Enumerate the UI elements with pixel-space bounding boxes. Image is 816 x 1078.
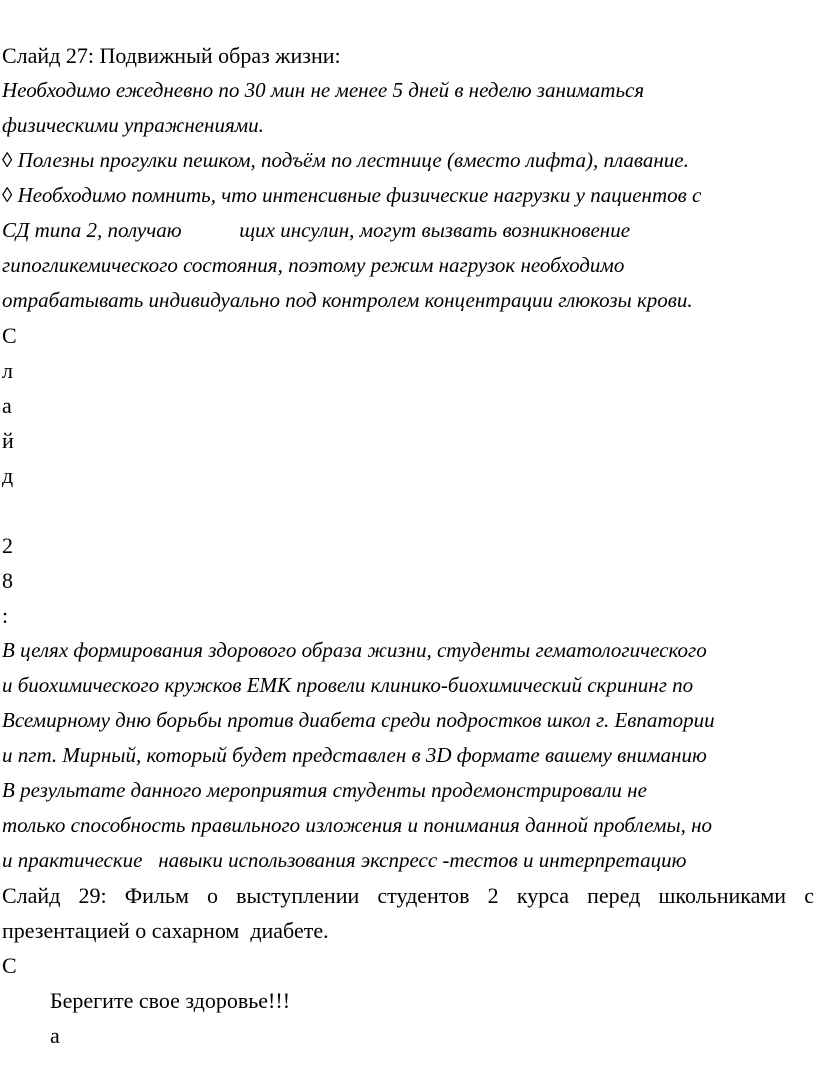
slide27-title: Слайд 27: Подвижный образ жизни: xyxy=(2,43,341,68)
text-line: СД типа 2, получаю щих инсулин, могут вызвать возникновение xyxy=(2,218,631,242)
text-line: Слайд 29: Фильм о выступлении студентов 2 курса перед школьниками с xyxy=(2,883,814,908)
closing-text: Берегите свое здоровье!!! xyxy=(50,988,291,1013)
slide29-text xyxy=(2,878,814,1053)
vertical-char: а xyxy=(2,393,12,418)
text-line: Необходимо ежедневно по 30 мин не менее 5 дней в неделю заниматься xyxy=(2,78,645,102)
vertical-char: 8 xyxy=(2,568,13,593)
text-line: только способность правильного изложения и понимания данной проблемы, но xyxy=(2,813,712,837)
text-line: и биохимического кружков ЕМК провели клинико-биохимический скрининг по xyxy=(2,673,694,697)
document-body xyxy=(2,38,814,1053)
text-line: гипогликемического состояния, поэтому режим нагрузок необходимо xyxy=(2,253,625,277)
text-line: Всемирному дню борьбы против диабета среди подростков школ г. Евпатории xyxy=(2,708,715,732)
slide28-vertical-title xyxy=(2,318,814,633)
vertical-char: : xyxy=(2,603,9,628)
text-line: презентацией о сахарном диабете. xyxy=(2,918,329,943)
vertical-char: 2 xyxy=(2,533,13,558)
text-line: ◊ Полезны прогулки пешком, подъём по лестнице (вместо лифта), плавание. xyxy=(2,148,689,172)
slide27-text xyxy=(2,73,814,318)
text-line: физическими упражнениями. xyxy=(2,113,264,137)
vertical-char xyxy=(2,493,814,528)
text-line: и пгт. Мирный, который будет представлен в 3D формате вашему вниманию xyxy=(2,743,707,767)
text-line: и практические навыки использования экспресс -тестов и интерпретацию xyxy=(2,848,687,872)
vertical-char: й xyxy=(2,428,14,453)
vertical-char: л xyxy=(2,358,13,383)
vertical-char: д xyxy=(2,463,14,488)
text-line: отрабатывать индивидуально под контролем концентрации глюкозы крови. xyxy=(2,288,693,312)
stray-char: С xyxy=(2,953,17,978)
text-line: В целях формирования здорового образа жизни, студенты гематологического xyxy=(2,638,707,662)
vertical-char: С xyxy=(2,323,17,348)
text-line: ◊ Необходимо помнить, что интенсивные физические нагрузки у пациентов с xyxy=(2,183,702,207)
slide28-text xyxy=(2,633,814,878)
stray-char: а xyxy=(50,1023,60,1048)
text-line: В результате данного мероприятия студенты продемонстрировали не xyxy=(2,778,647,802)
